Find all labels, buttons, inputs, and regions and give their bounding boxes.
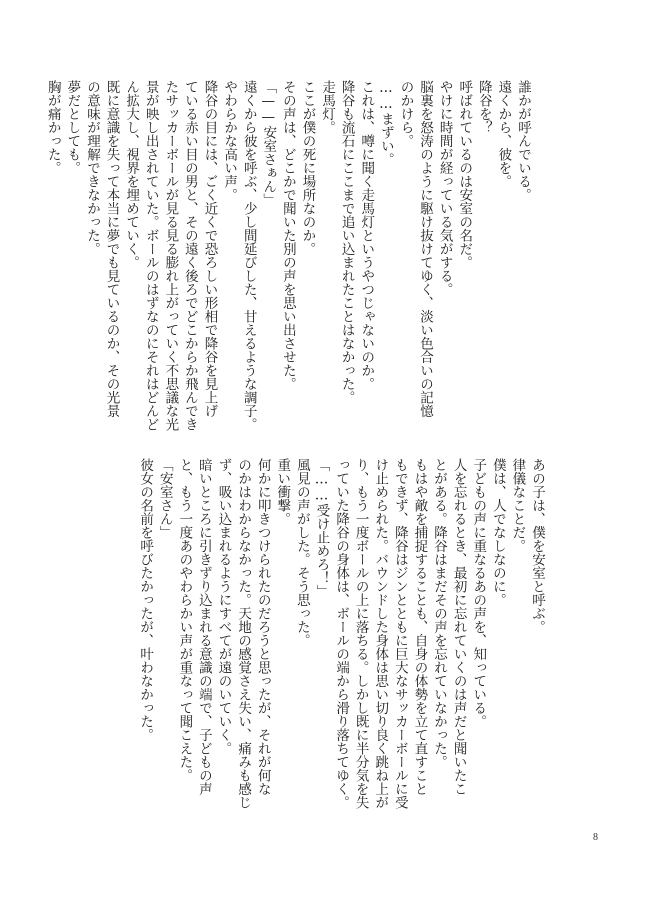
text-line: その声は、どこかで聞いた別の声を思い出させた。 [279, 80, 296, 391]
text-line: ここが僕の死に場所なのか。 [299, 80, 316, 256]
text-line: あの子は、僕を安室と呼ぶ。 [529, 458, 545, 634]
text-line: のかはわからなかった。天地の感覚さえ失い、痛みも感じ [235, 458, 252, 809]
text-line: 降谷を？ [475, 80, 492, 134]
text-line: 胸が痛かった。 [44, 80, 61, 175]
text-line: 走馬灯。 [319, 80, 336, 134]
text-line: とがある。降谷はまだその声を忘れていなかった。 [431, 458, 448, 769]
text-line: 既に意識を失って本当に夢でも見ているのか、その光景 [103, 80, 120, 418]
text-line: け止められた。バウンドした身体は思い切り良く跳ね上が [372, 458, 389, 809]
text-line: 子どもの声に重なるあの声を、知っている。 [470, 458, 487, 728]
text-line: 彼女の名前を呼びたかったが、叶わなかった。 [137, 458, 154, 742]
text-line: やわらかな高い声。 [221, 80, 238, 202]
text-line: もできず、降谷はジンとともに巨大なサッカーボールに受 [391, 458, 408, 809]
text-line: 降谷も流石にここまで追い込まれたことはなかった。 [338, 80, 355, 404]
text-line: 遠くから、彼を。 [495, 80, 512, 188]
text-line: 僕は、人でなしなのに。 [489, 458, 506, 607]
text-line: の意味が理解できなかった。 [83, 80, 100, 256]
text-line: これは、噂に聞く走馬灯というやつじゃないのか。 [358, 80, 375, 391]
text-line: 律儀なことだ。 [509, 458, 526, 553]
text-line: ず、吸い込まれるようにすべてが遠のいていく。 [215, 458, 232, 755]
text-line: っていた降谷の身体は、ボールの端から滑り落ちてゆく。 [333, 458, 350, 809]
text-line: やけに時間が経っている気がする。 [436, 80, 453, 296]
text-line: 夢だとしても。 [64, 80, 81, 175]
text-line: のかけら。 [397, 80, 414, 148]
text-line: ている赤い目の男と、その遠く後ろでどこからか飛んでき [181, 80, 198, 431]
text-line: 何かに叩きつけられたのだろうと思ったが、それが何な [254, 458, 271, 796]
text-line: 景が映し出されていた。ボールのはずなのにそれはどんど [142, 80, 159, 431]
text-line: 呼ばれているのは安室の名だ。 [456, 80, 473, 269]
text-line: ん拡大し、視界を埋めていく。 [123, 80, 140, 269]
text-line: り、もう一度ボールの上に落ちる。しかし既に半分気を失 [352, 458, 369, 809]
text-line: 降谷の目には、ごく近くで恐ろしい形相で降谷を見上げ [201, 80, 218, 418]
text-line: 「——安室さぁん」 [260, 80, 277, 207]
text-line: たサッカーボールが見る見る膨れ上がっていく不思議な光 [162, 80, 179, 431]
text-line: 誰かが呼んでいる。 [515, 80, 531, 202]
text-line: 遠くから彼を呼ぶ、少し間延びした、甘えるような調子。 [240, 80, 257, 431]
text-line: 脳裏を怒涛のように駆け抜けてゆく、淡い色合いの記憶 [417, 80, 434, 418]
text-line: ……まずい。 [377, 80, 394, 166]
text-line: 風見の声がした。そう思った。 [293, 458, 310, 647]
text-line: 「……受け止めろ！」 [313, 458, 330, 598]
text-block-top [42, 80, 532, 431]
text-line: 暗いところに引きずり込まれる意識の端で、子どもの声 [195, 458, 212, 796]
text-line: と、もう一度あのやわらかい声が重なって聞こえた。 [176, 458, 193, 782]
text-line: もはや敵を捕捉することも、自身の体勢を立て直すこと [411, 458, 428, 796]
text-line: 「安室さん」 [156, 458, 173, 539]
text-line: 人を忘れるとき、最初に忘れていくのは声だと聞いたこ [450, 458, 467, 796]
page-number: 8 [593, 832, 598, 843]
text-line: 重い衝撃。 [274, 458, 291, 526]
text-block-bottom [135, 458, 546, 809]
